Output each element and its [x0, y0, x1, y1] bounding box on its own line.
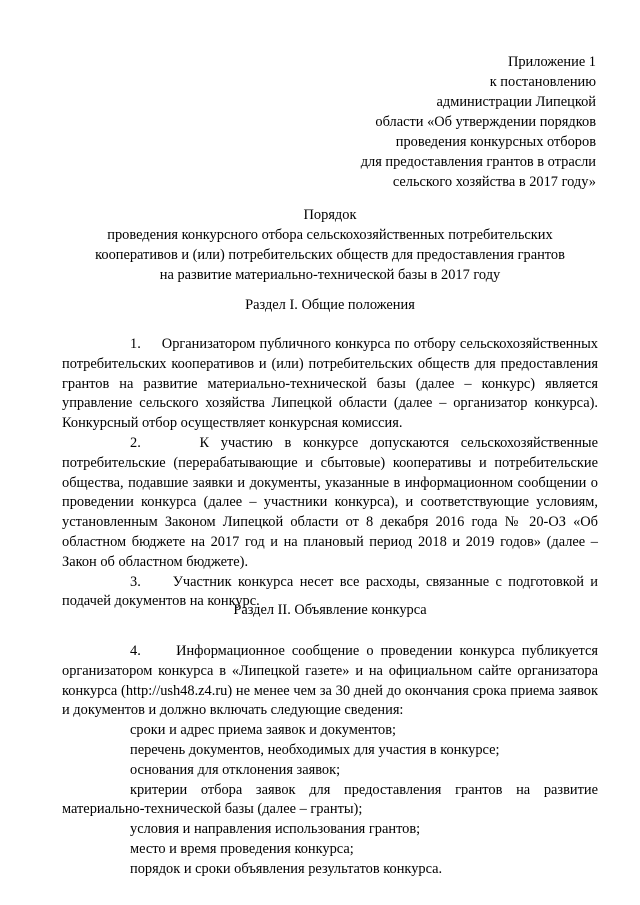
list-item: условия и направления использования грантов;	[130, 821, 421, 838]
paragraph-3: 3. Участник конкурса несет все расходы, связанные с подготовкой и подачей документов на конкурс.	[62, 573, 598, 610]
appendix-line: области «Об утверждении порядков	[375, 114, 596, 130]
appendix-line: администрации Липецкой	[436, 94, 596, 110]
section-2-heading: Раздел II. Объявление конкурса	[233, 602, 427, 618]
section-2-body	[62, 642, 598, 880]
appendix-line: проведения конкурсных отборов	[395, 134, 596, 150]
list-item: место и время проведения конкурса;	[130, 840, 354, 857]
list-item: порядок и сроки объявления результатов конкурса.	[130, 860, 443, 877]
appendix-line: к постановлению	[489, 74, 596, 90]
section-1-heading: Раздел I. Общие положения	[245, 297, 415, 313]
appendix-line: сельского хозяйства в 2017 году»	[392, 174, 596, 190]
document-title	[62, 205, 598, 285]
appendix-line: для предоставления грантов в отрасли	[360, 154, 596, 170]
appendix-note	[361, 52, 596, 192]
list-item: перечень документов, необходимых для участия в конкурсе;	[130, 741, 500, 758]
section-1-body	[62, 335, 598, 612]
appendix-line: Приложение 1	[507, 54, 596, 70]
list-item: основания для отклонения заявок;	[130, 761, 341, 778]
list-item: критерии отбора заявок для предоставления грантов на развитие материально-технической базы (далее – гранты);	[62, 781, 598, 818]
title-line: на развитие материально-технической базы в 2017 году	[159, 267, 501, 283]
title-heading: Порядок	[303, 207, 357, 223]
list-item: сроки и адрес приема заявок и документов;	[130, 722, 397, 739]
title-line: кооперативов и (или) потребительских обществ для предоставления грантов	[95, 247, 565, 263]
paragraph-4: 4. Информационное сообщение о проведении конкурса публикуется организатором конкурса в «Липецкой газете» и на официальном сайте организатора конкурса (http://ush48.z4.ru) не менее чем за 30 дней до окончания срока приема заявок и документов и должно включать следующие сведения:	[62, 643, 598, 719]
title-line: проведения конкурсного отбора сельскохозяйственных потребительских	[107, 227, 553, 243]
paragraph-1: 1. Организатором публичного конкурса по отбору сельскохозяйственных потребительских кооперативов и (или) потребительских обществ для предоставления грантов на развитие материально-технической базы (далее – конкурс) является управление сельского хозяйства Липецкой области (далее – организатор конкурса). Конкурсный отбор осуществляет конкурсная комиссия.	[62, 336, 598, 432]
paragraph-2: 2. К участию в конкурсе допускаются сельскохозяйственные потребительские (перерабатывающие и сбытовые) кооперативы и потребительские общества, подавшие заявки и документы, указанные в информационном сообщении о проведении конкурса (далее – участники конкурса), и соответствующие условиям, установленным Законом Липецкой области от 8 декабря 2016 года № 20-ОЗ «Об областном бюджете на 2017 год и на плановый период 2018 и 2019 годов» (далее – Закон об областном бюджете).	[62, 434, 598, 570]
